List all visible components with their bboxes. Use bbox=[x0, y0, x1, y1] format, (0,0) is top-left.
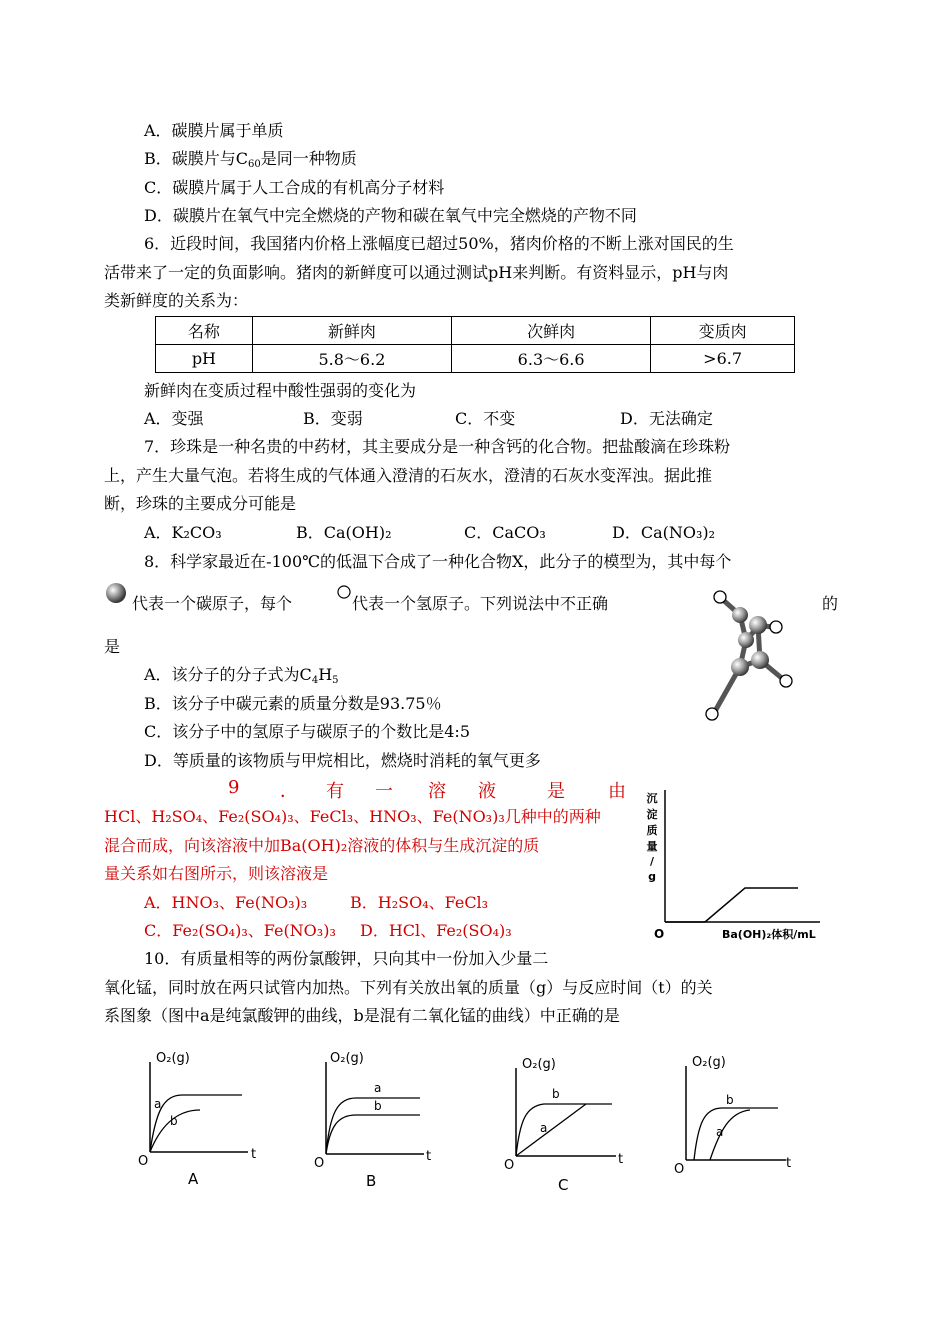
q9-word: 9 bbox=[228, 777, 240, 798]
q5-option-d: D．碳膜片在氧气中完全燃烧的产物和碳在氧气中完全燃烧的产物不同 bbox=[144, 206, 637, 225]
q10-line2: 氧化锰，同时放在两只试管内加热。下列有关放出氧的质量（g）与反应时间（t）的关 bbox=[104, 978, 713, 997]
q6-line2: 活带来了一定的负面影响。猪肉的新鲜度可以通过测试pH来判断。有资料显示，pH与肉 bbox=[104, 263, 729, 282]
q8-line2-part2: 代表一个氢原子。下列说法中不正确 bbox=[352, 594, 609, 613]
oxygen-graph-a bbox=[130, 1040, 270, 1190]
q9-option-b: B．H₂SO₄、FeCl₃ bbox=[350, 893, 489, 912]
graph-xlabel: t bbox=[786, 1156, 792, 1171]
hydrogen-atom-icon bbox=[336, 584, 352, 600]
q7-line3: 断，珍珠的主要成分可能是 bbox=[104, 494, 297, 513]
q9-option-c: C．Fe₂(SO₄)₃、Fe(NO₃)₃ bbox=[144, 921, 336, 940]
curve-a bbox=[516, 1104, 586, 1156]
q8-line2-part1: 代表一个碳原子，每个 bbox=[132, 594, 293, 613]
graph-ylabel-char: g bbox=[648, 870, 656, 883]
graph-ylabel: O₂(g) bbox=[156, 1051, 190, 1066]
graph-ylabel: O₂(g) bbox=[330, 1051, 364, 1066]
q8-line1: 8．科学家最近在-100℃的低温下合成了一种化合物X，此分子的模型为，其中每个 bbox=[144, 552, 732, 571]
table-cell: pH bbox=[156, 345, 253, 373]
q9-word: 溶 bbox=[428, 781, 446, 802]
table-row bbox=[156, 317, 795, 345]
q7-line1: 7．珍珠是一种名贵的中药材，其主要成分是一种含钙的化合物。把盐酸滴在珍珠粉 bbox=[144, 437, 731, 456]
curve-b-label: b bbox=[374, 1099, 382, 1113]
table-header-cell: 次鲜肉 bbox=[452, 317, 651, 345]
curve-a-label: a bbox=[374, 1081, 382, 1095]
q8-line3: 是 bbox=[104, 637, 121, 656]
ph-table bbox=[155, 316, 795, 373]
graph-caption: B bbox=[366, 1172, 377, 1190]
q6-option-a: A．变强 bbox=[144, 409, 204, 428]
graph-ylabel: O₂(g) bbox=[692, 1055, 726, 1070]
molecule-model-icon bbox=[700, 585, 800, 725]
q10-line3: 系图象（图中a是纯氯酸钾的曲线，b是混有二氧化锰的曲线）中正确的是 bbox=[104, 1006, 620, 1025]
q6-option-c: C．不变 bbox=[455, 409, 516, 428]
q7-line2: 上，产生大量气泡。若将生成的气体通入澄清的石灰水，澄清的石灰水变浑浊。据此推 bbox=[104, 466, 713, 485]
q8-line2-part3: 的 bbox=[822, 594, 839, 613]
graph-xlabel: t bbox=[618, 1152, 624, 1167]
q7-option-a: A．K₂CO₃ bbox=[144, 523, 222, 542]
q8-option-d: D．等质量的该物质与甲烷相比，燃烧时消耗的氧气更多 bbox=[144, 751, 541, 770]
oxygen-graph-b bbox=[310, 1040, 450, 1190]
q9-option-d: D．HCl、Fe₂(SO₄)₃ bbox=[360, 921, 512, 940]
graph-origin: O bbox=[654, 927, 665, 941]
graph-xlabel: Ba(OH)₂体积/mL bbox=[722, 928, 816, 941]
q6-line3: 类新鲜度的关系为： bbox=[104, 291, 249, 310]
q6-option-d: D．无法确定 bbox=[620, 409, 713, 428]
graph-xlabel: t bbox=[426, 1149, 432, 1164]
graph-ylabel: O₂(g) bbox=[522, 1057, 556, 1072]
q9-word: 由 bbox=[608, 781, 626, 802]
precipitate-curve bbox=[665, 888, 798, 922]
q6-option-b: B．变弱 bbox=[303, 409, 363, 428]
graph-origin: O bbox=[504, 1158, 515, 1173]
curve-a-label: a bbox=[154, 1097, 162, 1111]
carbon-atom-icon bbox=[104, 581, 128, 605]
curve-a-label: a bbox=[540, 1121, 548, 1135]
curve-a bbox=[150, 1095, 242, 1152]
q10-line1: 10．有质量相等的两份氯酸钾，只向其中一份加入少量二 bbox=[144, 949, 549, 968]
curve-a-label: a bbox=[716, 1125, 724, 1139]
curve-b bbox=[694, 1108, 778, 1160]
graph-origin: O bbox=[138, 1154, 149, 1169]
q6-line1: 6．近段时间，我国猪内价格上涨幅度已超过50%，猪肉价格的不断上涨对国民的生 bbox=[144, 234, 734, 253]
graph-ylabel-char: / bbox=[649, 855, 655, 868]
q9-word: ． bbox=[280, 781, 298, 802]
q9-word: 有 bbox=[326, 781, 344, 802]
q9-line4: 量关系如右图所示，则该溶液是 bbox=[104, 864, 329, 883]
table-header-cell: 名称 bbox=[156, 317, 253, 345]
graph-ylabel-char: 沉 bbox=[646, 792, 658, 805]
graph-origin: O bbox=[674, 1162, 685, 1177]
oxygen-graph-c bbox=[500, 1040, 640, 1190]
q6-question: 新鲜肉在变质过程中酸性强弱的变化为 bbox=[144, 381, 417, 400]
precipitate-graph bbox=[640, 780, 830, 945]
q9-word: 是 bbox=[547, 781, 565, 802]
graph-ylabel-char: 淀 bbox=[646, 808, 658, 821]
q8-option-a: A．该分子的分子式为$C_4H_5$ bbox=[144, 665, 339, 686]
q8-option-c: C．该分子中的氢原子与碳原子的个数比是4:5 bbox=[144, 722, 470, 741]
table-cell: 5.8～6.2 bbox=[252, 345, 451, 373]
graph-caption: A bbox=[188, 1170, 199, 1188]
graph-origin: O bbox=[314, 1156, 325, 1171]
curve-a bbox=[326, 1098, 420, 1154]
curve-b bbox=[326, 1115, 420, 1154]
q5-option-b: B．碳膜片与$C_{60}$是同一种物质 bbox=[144, 149, 357, 170]
q5-option-c: C．碳膜片属于人工合成的有机高分子材料 bbox=[144, 178, 445, 197]
curve-b-label: b bbox=[552, 1087, 560, 1101]
table-cell: >6.7 bbox=[651, 345, 795, 373]
q7-option-d: D．Ca(NO₃)₂ bbox=[612, 523, 716, 542]
curve-b-label: b bbox=[726, 1093, 734, 1107]
q9-line3: 混合而成，向该溶液中加Ba(OH)₂溶液的体积与生成沉淀的质 bbox=[104, 836, 540, 855]
oxygen-graph-d bbox=[670, 1040, 810, 1190]
table-row bbox=[156, 345, 795, 373]
q7-option-c: C．CaCO₃ bbox=[464, 523, 546, 542]
q9-word: 液 bbox=[478, 781, 496, 802]
q9-line2: HCl、H₂SO₄、Fe₂(SO₄)₃、FeCl₃、HNO₃、Fe(NO₃)₃几种中的两种 bbox=[104, 807, 601, 826]
q9-word: 一 bbox=[375, 781, 393, 802]
q9-option-a: A．HNO₃、Fe(NO₃)₃ bbox=[144, 893, 308, 912]
graph-caption: C bbox=[558, 1176, 569, 1190]
table-header-cell: 新鲜肉 bbox=[252, 317, 451, 345]
graph-xlabel: t bbox=[251, 1147, 257, 1162]
curve-b-label: b bbox=[170, 1114, 178, 1128]
q7-option-b: B．Ca(OH)₂ bbox=[296, 523, 392, 542]
table-header-cell: 变质肉 bbox=[651, 317, 795, 345]
graph-ylabel-char: 质 bbox=[646, 824, 658, 837]
q8-option-b: B．该分子中碳元素的质量分数是93.75％ bbox=[144, 694, 442, 713]
q5-option-a: A．碳膜片属于单质 bbox=[144, 121, 284, 140]
curve-b bbox=[516, 1104, 612, 1156]
graph-ylabel-char: 量 bbox=[646, 840, 658, 853]
table-cell: 6.3～6.6 bbox=[452, 345, 651, 373]
